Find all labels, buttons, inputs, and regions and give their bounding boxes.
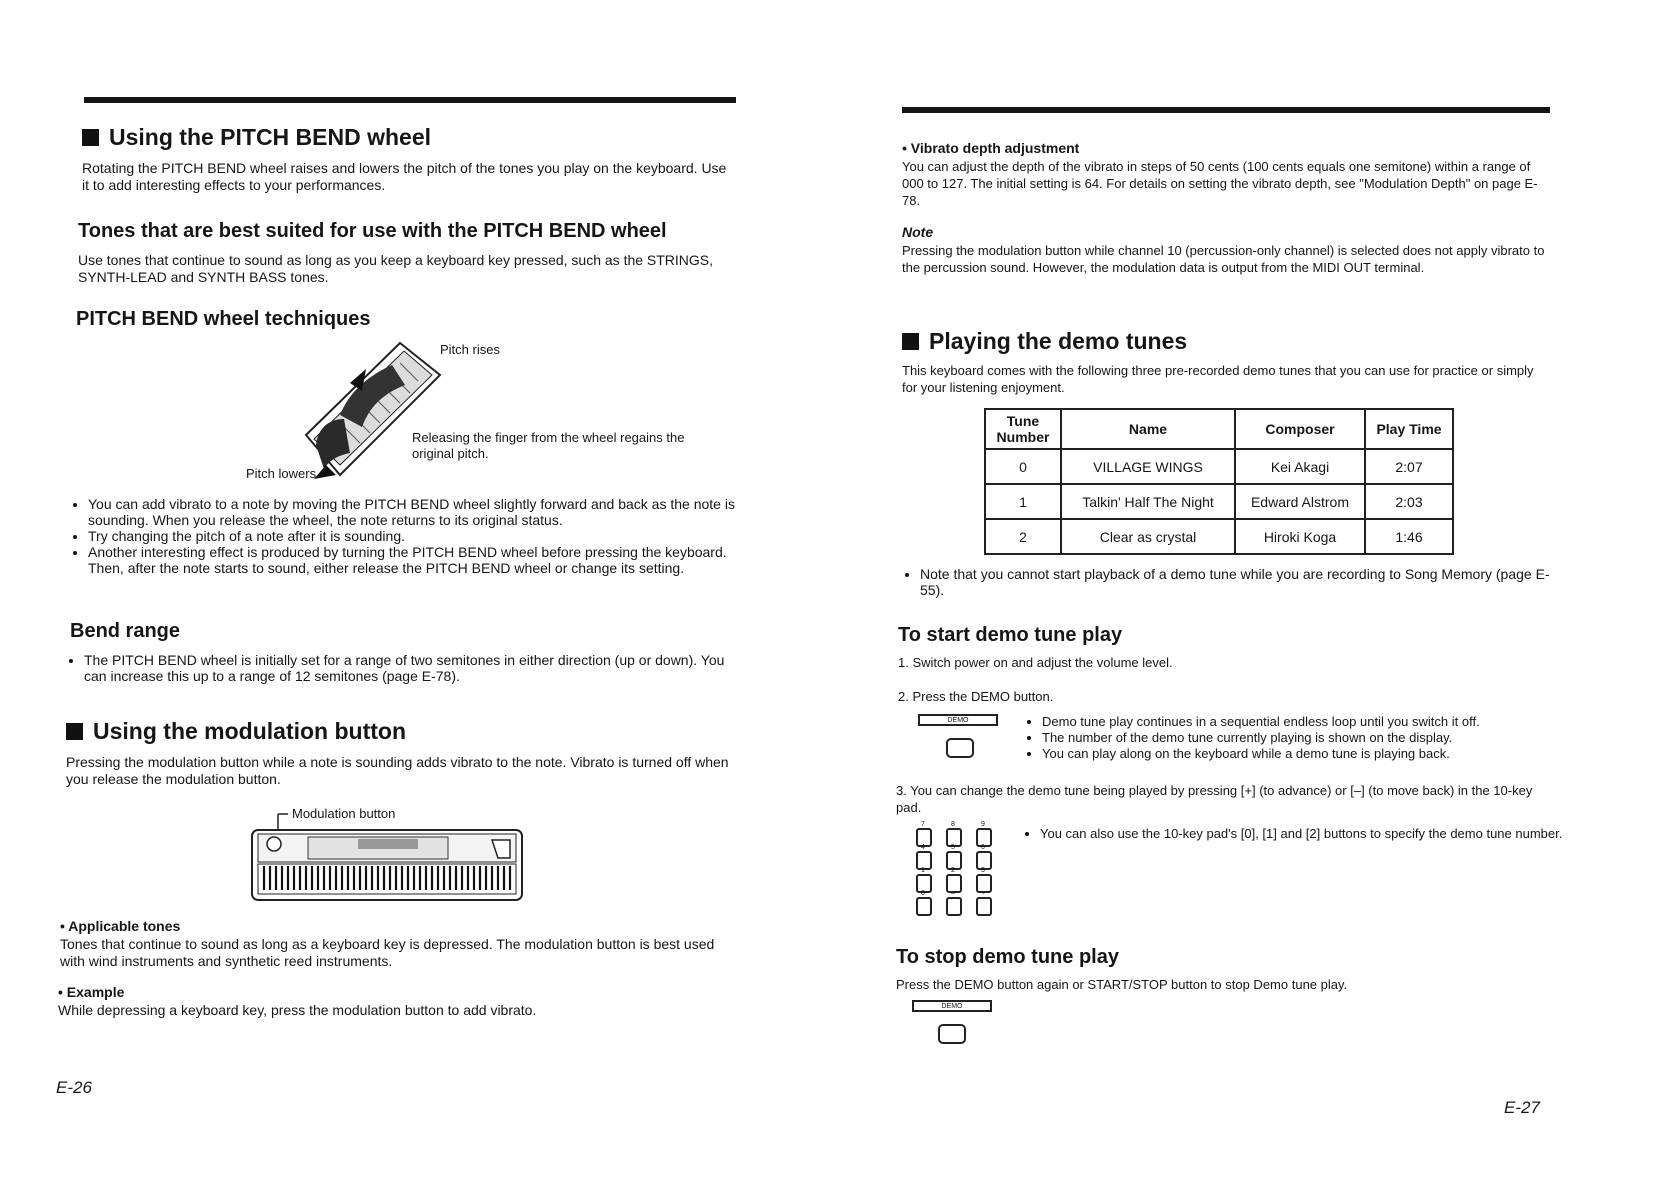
key-3: 3 (976, 874, 992, 893)
start-step-3: 3. You can change the demo tune being played by pressing [+] (to advance) or [–] (to move back) in the 10-key pad. (896, 783, 1533, 815)
list-item: • Demo tune play continues in a sequential endless loop until you switch it off. (1042, 714, 1582, 730)
key-9: 9 (976, 828, 992, 847)
modulation-text: Pressing the modulation button while a note is sounding adds vibrato to the note. Vibrato is turned off when you release the modulation button. (66, 754, 729, 787)
page-number: E-26 (56, 1078, 92, 1097)
list-item: • Try changing the pitch of a note after it is sounding. (88, 528, 748, 544)
vibrato-text: You can adjust the depth of the vibrato in steps of 50 cents (100 cents equals one semitone) within a range of 000 to 127. The initial setting is 64. For details on setting the vibrato depth, see "Modulation Depth" on page E-78. (902, 159, 1538, 208)
list-item: • The number of the demo tune currently playing is shown on the display. (1042, 730, 1582, 746)
demo-intro: This keyboard comes with the following three pre-recorded demo tunes that you can use for practice or simply for your listening enjoyment. (902, 363, 1534, 395)
key-5: 5 (946, 851, 962, 870)
ten-key-pad-icon (910, 821, 1000, 916)
cell-composer: Hiroki Koga (1235, 519, 1365, 554)
key-6: 6 (976, 851, 992, 870)
start-step-2: 2. Press the DEMO button. (898, 689, 1054, 704)
top-rule (902, 107, 1550, 113)
cell-name: Clear as crystal (1061, 519, 1235, 554)
cell-name: Talkin' Half The Night (1061, 484, 1235, 519)
tones-text: Use tones that continue to sound as long as you keep a keyboard key pressed, such as the STRINGS, SYNTH-LEAD and SYNTH BASS tones. (78, 252, 714, 285)
applicable-tones-text: Tones that continue to sound as long as a keyboard key is depressed. The modulation button is best used with wind instruments and synthetic reed instruments. (60, 936, 715, 969)
key-2: 2 (946, 874, 962, 893)
pitch-bend-heading (82, 124, 431, 151)
section-marker-icon (82, 129, 99, 146)
list-item: • You can also use the 10-key pad's [0], [1] and [2] buttons to specify the demo tune number. (1040, 826, 1580, 842)
note-text: Pressing the modulation button while channel 10 (percussion-only channel) is selected does not apply vibrato to the percussion sound. However, the modulation data is output from the MIDI OUT terminal. (902, 243, 1545, 275)
cell-number: 2 (985, 519, 1061, 554)
releasing-label: Releasing the finger from the wheel regains the original pitch. (412, 430, 685, 461)
applicable-tones-title: • Applicable tones (60, 918, 181, 934)
pitch-bend-wheel-illustration (300, 335, 460, 485)
vibrato-title: • Vibrato depth adjustment (902, 140, 1080, 156)
modulation-heading (66, 718, 406, 745)
demo-button-key-icon (938, 1024, 966, 1044)
demo-button-bar (912, 1000, 992, 1012)
key-8: 8 (946, 828, 962, 847)
start-step-1: 1. Switch power on and adjust the volume level. (898, 655, 1173, 670)
demo-note-bullets (902, 566, 1570, 598)
demo-heading (902, 328, 1187, 355)
techniques-heading: PITCH BEND wheel techniques (76, 308, 371, 330)
modulation-title: Using the modulation button (93, 718, 407, 744)
start-demo-heading: To start demo tune play (898, 624, 1123, 646)
key-0: 0 (916, 897, 932, 916)
key-7: 7 (916, 828, 932, 847)
key-4: 4 (916, 851, 932, 870)
tones-heading: Tones that are best suited for use with the PITCH BEND wheel (78, 220, 667, 242)
modulation-button-label: Modulation button (292, 806, 396, 821)
demo-title: Playing the demo tunes (929, 328, 1188, 354)
table-row (985, 449, 1453, 484)
cell-time: 2:07 (1365, 449, 1453, 484)
list-item: • You can play along on the keyboard while a demo tune is playing back. (1042, 746, 1582, 762)
right-page (836, 0, 1672, 1179)
techniques-bullets (70, 496, 748, 576)
table-row (985, 484, 1453, 519)
list-item: • You can add vibrato to a note by moving the PITCH BEND wheel slightly forward and back as the note is sounding. When you release the wheel, the note returns to its original status. (88, 496, 748, 528)
col-name: Name (1061, 409, 1235, 449)
demo-button-label: DEMO (941, 1002, 963, 1010)
demo-start-bullets (1024, 714, 1582, 762)
cell-number: 1 (985, 484, 1061, 519)
cell-name: VILLAGE WINGS (1061, 449, 1235, 484)
pitch-bend-intro: Rotating the PITCH BEND wheel raises and lowers the pitch of the tones you play on the keyboard. Use it to add interesting effects to your performances. (82, 160, 727, 193)
cell-composer: Edward Alstrom (1235, 484, 1365, 519)
example-text: While depressing a keyboard key, press the modulation button to add vibrato. (58, 1002, 537, 1018)
top-rule (84, 97, 736, 103)
table-header-row (985, 409, 1453, 449)
demo-button-figure-stop (912, 1000, 992, 1044)
section-marker-icon (902, 333, 919, 350)
col-play-time: Play Time (1365, 409, 1453, 449)
section-marker-icon (66, 723, 83, 740)
bend-range-bullets (66, 652, 748, 684)
cell-time: 2:03 (1365, 484, 1453, 519)
cell-number: 0 (985, 449, 1061, 484)
bend-range-heading: Bend range (70, 620, 181, 642)
note-title: Note (902, 224, 934, 240)
list-item: • The PITCH BEND wheel is initially set for a range of two semitones in either direction (up or down). You can increase this up to a range of 12 semitones (page E-78). (84, 652, 748, 684)
stop-demo-heading: To stop demo tune play (896, 946, 1119, 968)
demo-button-bar (918, 714, 998, 726)
pitch-lowers-label: Pitch lowers (246, 466, 317, 481)
stop-demo-text: Press the DEMO button again or START/STOP button to stop Demo tune play. (896, 977, 1348, 992)
page-number: E-27 (1504, 1098, 1540, 1117)
demo-button-key-icon (946, 738, 974, 758)
cell-time: 1:46 (1365, 519, 1453, 554)
key-minus: – (946, 897, 962, 916)
list-item: • Note that you cannot start playback of a demo tune while you are recording to Song Memory (page E-55). (920, 566, 1570, 598)
cell-composer: Kei Akagi (1235, 449, 1365, 484)
col-tune-number: Tune Number (985, 409, 1061, 449)
demo-tunes-table (984, 408, 1454, 555)
list-item: • Another interesting effect is produced by turning the PITCH BEND wheel before pressing the keyboard. Then, after the note starts to sound, either release the PITCH BEND wheel or change its setting. (88, 544, 748, 576)
key-plus: + (976, 897, 992, 916)
col-composer: Composer (1235, 409, 1365, 449)
pitch-rises-label: Pitch rises (440, 342, 500, 357)
key-1: 1 (916, 874, 932, 893)
example-title: • Example (58, 984, 125, 1000)
keyboard-illustration (248, 806, 528, 906)
pitch-bend-title: Using the PITCH BEND wheel (109, 124, 432, 150)
demo-button-label: DEMO (947, 716, 969, 724)
keypad-bullets (1022, 826, 1580, 842)
table-row (985, 519, 1453, 554)
demo-button-figure (918, 714, 998, 758)
